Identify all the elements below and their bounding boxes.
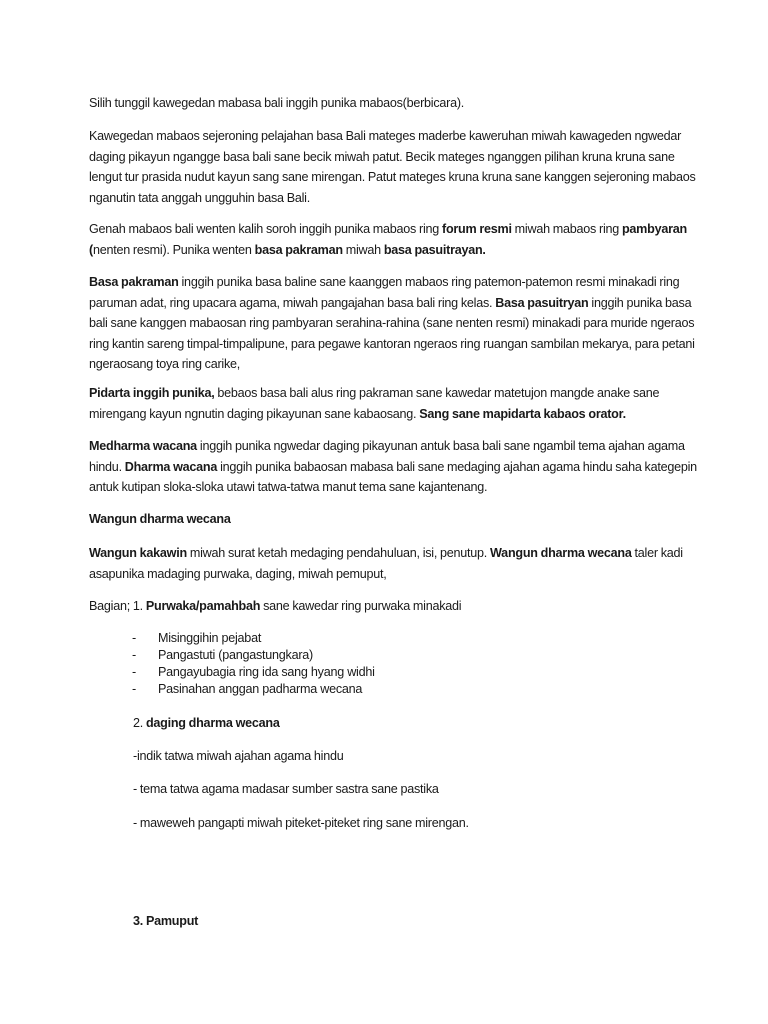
list-item — [132, 630, 375, 647]
text: nenten resmi). Punika wenten — [92, 242, 255, 257]
bold-term: basa pasuitrayan. — [383, 242, 486, 257]
text: sane kawedar ring purwaka minakadi — [260, 599, 462, 613]
list-item — [132, 681, 375, 698]
text: Genah mabaos bali wenten kalih soroh inggih punika mabaos ring — [89, 222, 442, 236]
list-item — [132, 647, 375, 664]
text: miwah — [342, 242, 384, 257]
daging-point: -indik tatwa miwah ajahan agama hindu — [133, 749, 344, 763]
bold-term: pambyaran ( — [89, 222, 687, 257]
list-item — [132, 664, 375, 681]
dash-bullet: - — [132, 631, 136, 645]
heading-wangun-dharma-wecana: Wangun dharma wecana — [89, 512, 231, 526]
heading-number: 2. — [133, 716, 146, 730]
paragraph-bagian — [89, 596, 699, 617]
heading-label: daging dharma wecana — [145, 716, 280, 730]
daging-point: - tema tatwa agama madasar sumber sastra sane pastika — [133, 782, 439, 796]
bold-term: forum resmi — [442, 222, 512, 236]
dash-bullet: - — [132, 648, 136, 662]
dash-bullet: - — [132, 665, 136, 679]
bold-term: basa pakraman — [254, 242, 343, 257]
heading-pamuput: 3. Pamuput — [133, 914, 199, 928]
bold-term: Basa pakraman — [89, 275, 179, 289]
paragraph-genah-mabaos — [89, 219, 699, 260]
purwaka-list — [132, 630, 375, 698]
paragraph-intro: Silih tunggil kawegedan mabasa bali inggih punika mabaos(berbicara). — [89, 96, 465, 110]
text: Bagian; 1. — [89, 599, 146, 613]
bold-term: Medharma wacana — [89, 439, 197, 453]
text: inggih punika ngwedar daging pikayunan antuk basa bali sane ngambil tema ajahan agama hindu. — [89, 439, 685, 474]
heading-daging-dharma-wecana — [133, 713, 743, 734]
text: miwah surat ketah medaging pendahuluan, isi, penutup. — [186, 546, 491, 560]
bold-term: Basa pasuitryan — [495, 295, 589, 310]
bold-term: Pidarta inggih punika, — [89, 386, 215, 400]
text: miwah mabaos ring — [511, 222, 622, 236]
bold-term: Purwaka/pamahbah — [145, 599, 261, 613]
dash-bullet: - — [132, 682, 136, 696]
text: bebaos basa bali alus ring pakraman sane kawedar matetujon mangde anake sane mirengang kayun ngnutin daging pikayunan sane kabaosang. — [89, 386, 660, 421]
text: inggih punika basa baline sane kaanggen mabaos ring patemon-patemon resmi minakadi ring paruman adat, ring upacara agama, miwah pangajahan basa bali ring kelas. — [89, 275, 680, 310]
bold-term: Wangun dharma wecana — [490, 546, 632, 560]
list-item-text: Pasinahan anggan padharma wecana — [158, 682, 363, 696]
text: inggih punika babaosan mabasa bali sane medaging ajahan agama hindu saha kategepin antuk kutipan sloka-sloka utawi tatwa-tatwa manut tema sane kajantenang. — [89, 459, 697, 494]
paragraph-medharma-wacana — [89, 436, 699, 498]
list-item-text: Misinggihin pejabat — [158, 631, 262, 645]
text: inggih punika basa bali sane kanggen mabaosan ring pambyaran serahina-rahina (sane nenten resmi) minakadi para muride ngeraos ring kantin sareng timpal-timpalipune, para pegawe kantoran ngeraos ring ruangan sambilan mekarya, para petani ngeraosang toya ring carike, — [89, 295, 695, 371]
daging-point: - maweweh pangapti miwah piteket-piteket ring sane mirengan. — [133, 816, 469, 830]
bold-term: Dharma wacana — [124, 459, 218, 474]
list-item-text: Pangayubagia ring ida sang hyang widhi — [158, 665, 375, 679]
bold-term: Wangun kakawin — [89, 546, 187, 560]
paragraph-wangun-kakawin — [89, 543, 699, 584]
paragraph-basa-pakraman — [89, 272, 699, 375]
bold-term: Sang sane mapidarta kabaos orator. — [419, 406, 626, 421]
paragraph-kawegedan-mabaos: Kawegedan mabaos sejeroning pelajahan basa Bali mateges maderbe kaweruhan miwah kawageden ngwedar daging pikayun ngangge basa bali sane becik miwah patut. Becik mateges nganggen pilihan kruna kruna sane lengut tur prasida nudut kayun sang sane mirengan. Patut mateges kruna kruna sane kanggen sejeroning mabaos nganutin tata anggah ungguhin basa Bali. — [89, 129, 696, 205]
text: taler kadi asapunika madaging purwaka, daging, miwah pemuput, — [89, 546, 683, 581]
list-item-text: Pangastuti (pangastungkara) — [158, 648, 313, 662]
paragraph-pidarta — [89, 383, 699, 424]
